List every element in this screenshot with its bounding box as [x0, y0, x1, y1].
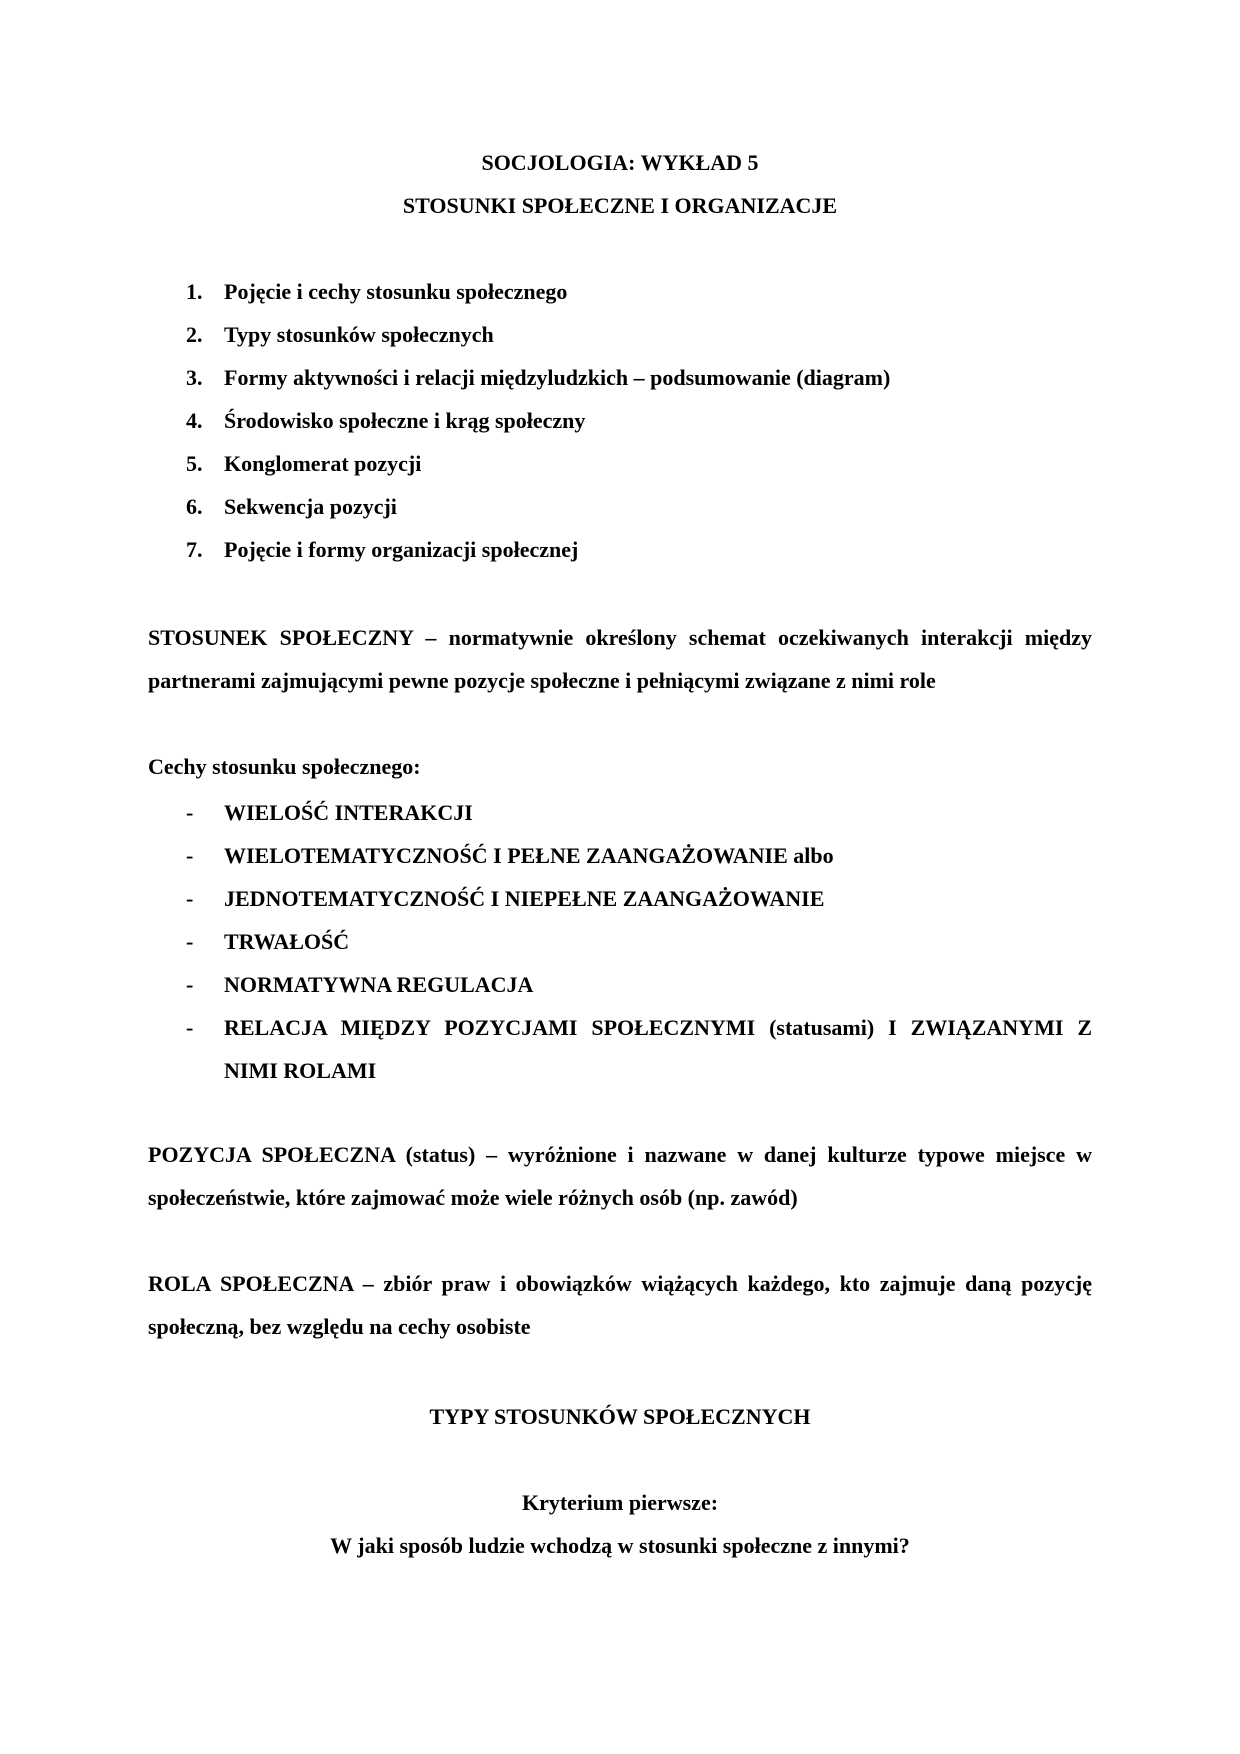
feature-text: RELACJA MIĘDZY POZYCJAMI SPOŁECZNYMI (statusami) I ZWIĄZANYMI Z NIMI ROLAMI: [224, 1015, 1092, 1083]
toc-item: [186, 532, 890, 575]
toc-item: [186, 403, 890, 446]
dash-bullet: -: [186, 929, 194, 954]
feature-text: NORMATYWNA REGULACJA: [224, 972, 534, 997]
social-relation-definition: STOSUNEK SPOŁECZNY – normatywnie określony schemat oczekiwanych interakcji między partnerami zajmującymi pewne pozycje społeczne i pełniącymi związane z nimi role: [148, 625, 1092, 693]
toc-item-number: 5.: [186, 451, 203, 476]
toc-item-text: Sekwencja pozycji: [224, 494, 397, 519]
table-of-contents: [186, 274, 890, 575]
feature-item: [186, 791, 1092, 834]
toc-item-text: Pojęcie i cechy stosunku społecznego: [224, 279, 568, 304]
social-role-definition: ROLA SPOŁECZNA – zbiór praw i obowiązków wiążących każdego, kto zajmuje daną pozycję społeczną, bez względu na cechy osobiste: [148, 1271, 1092, 1339]
features-label: Cechy stosunku społecznego:: [148, 754, 421, 779]
dash-bullet: -: [186, 972, 194, 997]
toc-item: [186, 489, 890, 532]
toc-item-number: 4.: [186, 408, 203, 433]
feature-text: WIELOŚĆ INTERAKCJI: [224, 800, 473, 825]
feature-text: JEDNOTEMATYCZNOŚĆ I NIEPEŁNE ZAANGAŻOWANIE: [224, 886, 825, 911]
toc-item: [186, 360, 890, 403]
feature-text: TRWAŁOŚĆ: [224, 929, 350, 954]
feature-item: [186, 1006, 1092, 1092]
toc-item-text: Formy aktywności i relacji międzyludzkich – podsumowanie (diagram): [224, 365, 891, 390]
dash-bullet: -: [186, 843, 194, 868]
toc-item-number: 7.: [186, 537, 203, 562]
document-title: SOCJOLOGIA: WYKŁAD 5: [481, 150, 759, 175]
toc-item-number: 6.: [186, 494, 203, 519]
toc-item: [186, 317, 890, 360]
criterion-question: W jaki sposób ludzie wchodzą w stosunki społeczne z innymi?: [330, 1533, 910, 1558]
toc-item: [186, 274, 890, 317]
feature-item: [186, 963, 1092, 1006]
dash-bullet: -: [186, 886, 194, 911]
criterion-label: Kryterium pierwsze:: [521, 1490, 719, 1515]
toc-item-number: 3.: [186, 365, 203, 390]
social-position-definition: POZYCJA SPOŁECZNA (status) – wyróżnione i nazwane w danej kulturze typowe miejsce w społeczeństwie, które zajmować może wiele różnych osób (np. zawód): [148, 1142, 1092, 1210]
features-list: [186, 791, 1092, 1092]
toc-item-text: Konglomerat pozycji: [224, 451, 422, 476]
dash-bullet: -: [186, 800, 194, 825]
toc-item-text: Typy stosunków społecznych: [224, 322, 494, 347]
dash-bullet: -: [186, 1015, 194, 1040]
feature-item: [186, 834, 1092, 877]
feature-item: [186, 877, 1092, 920]
section-heading: TYPY STOSUNKÓW SPOŁECZNYCH: [429, 1404, 811, 1429]
toc-item: [186, 446, 890, 489]
toc-item-number: 2.: [186, 322, 203, 347]
document-subtitle: STOSUNKI SPOŁECZNE I ORGANIZACJE: [402, 193, 838, 218]
toc-item-text: Środowisko społeczne i krąg społeczny: [224, 408, 586, 433]
feature-item: [186, 920, 1092, 963]
toc-item-number: 1.: [186, 279, 203, 304]
toc-item-text: Pojęcie i formy organizacji społecznej: [224, 537, 579, 562]
feature-text: WIELOTEMATYCZNOŚĆ I PEŁNE ZAANGAŻOWANIE albo: [224, 843, 834, 868]
